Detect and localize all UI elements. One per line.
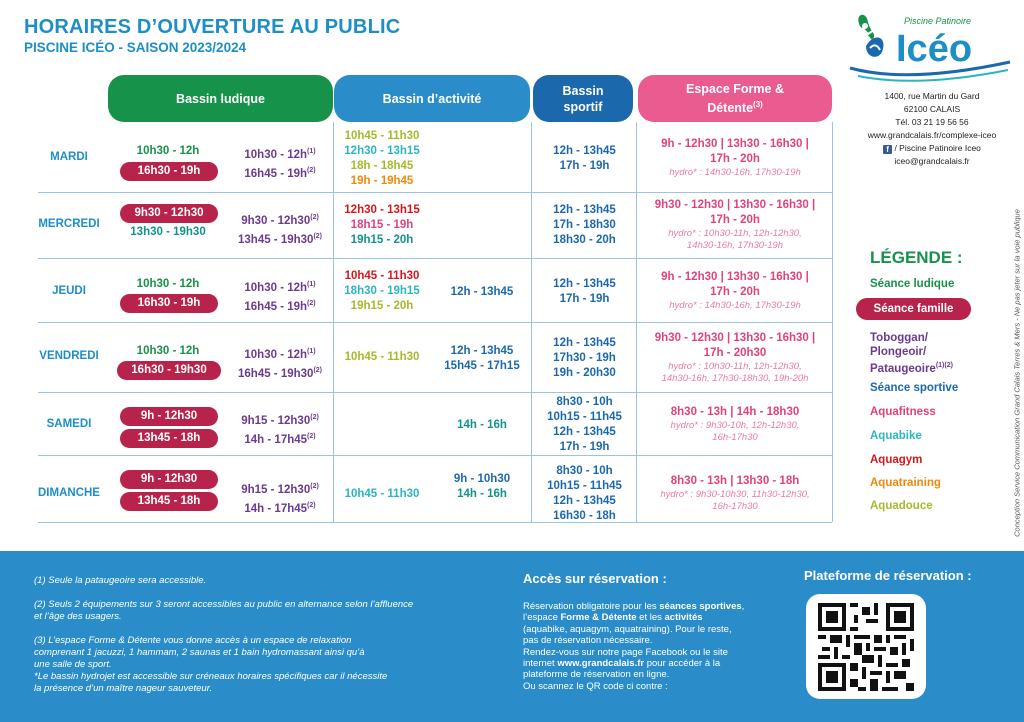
slot-text: 14h - 17h45 [244,433,308,446]
schedule-slot: 10h30 - 12h [136,278,200,290]
access-line: , [741,601,745,612]
footnote-text: comprenant 1 jacuzzi, 1 hammam, 2 saunas et 1 bain hydromassant ainsi qu’à [34,647,365,658]
access-line: pour accéder à la [644,658,721,670]
legend-aquagym: Aquagym [870,454,923,466]
access-line: (aquabike, aquagym, aquatraining). Pour le reste, [523,623,732,635]
column-header-label: Bassin d’activité [382,91,482,106]
footnote-marker: (2) [310,483,319,490]
row-divider [38,192,832,193]
email-link[interactable]: iceo@grandcalais.fr [894,156,970,166]
access-text [523,601,785,692]
footnote-marker: (1) [307,348,316,355]
aquafitness-slot: 18h15 - 19h [350,219,414,231]
hydro-note: hydro* : 9h30-10h, 12h-12h30, [670,420,800,431]
famille-slot-pill: 13h45 - 18h [120,492,218,511]
activite-slots [334,129,430,189]
footnote-text: la présence d’un maître nageur sauveteur. [34,683,213,694]
hydro-note: hydro* : 10h30-11h, 12h-12h30, [668,228,802,239]
row-divider [38,522,832,523]
slot-text: 10h15 - 11h45 [547,480,622,492]
legend-aquadouce: Aquadouce [870,500,933,512]
footnote-marker: (2) [310,214,319,221]
day-label-mardi: MARDI [50,151,88,163]
slot-text: 16h30 - 18h [553,510,616,522]
access-line: pas de réservation nécessaire. [523,635,653,647]
contact-block [852,90,1012,168]
sportif-slots [533,395,636,455]
facebook-row[interactable] [852,142,1012,155]
slot-text: 12h - 13h45 [553,204,616,216]
slot-text: 14h - 16h [457,488,507,500]
column-header-label: Bassin ludique [176,91,265,106]
hydro-note: 16h-17h30 [712,501,758,512]
sportif-slots [533,203,636,248]
footnote-text: (3) L’espace Forme & Détente vous donne accès à un espace de relaxation [34,635,352,646]
schedule-slot: 13h30 - 19h30 [130,226,206,238]
footnote-marker: (2) [310,414,319,421]
footnote-marker: (3) [753,99,763,109]
footnote-3 [34,635,484,695]
schedule-slot [225,277,335,315]
slot-text: 17h - 20h [710,214,760,226]
row-divider [38,455,832,456]
slot-text: 16h45 - 19h30 [238,367,314,380]
famille-slot-pill: 16h30 - 19h30 [117,361,221,380]
slot-text: 9h - 12h30 | 13h30 - 16h30 | [661,271,809,283]
day-label-jeudi: JEUDI [52,285,86,297]
column-header-espace-forme [638,75,832,122]
slot-text: 12h - 13h45 [553,337,616,349]
day-label-dimanche: DIMANCHE [38,487,100,499]
access-emphasis: activités [664,612,703,624]
famille-slot-pill: 9h - 12h30 [120,470,218,489]
slot-text: 12h - 13h45 [553,278,616,290]
aquadouce-slot: 19h15 - 20h [350,300,414,312]
slot-text: 17h - 19h [559,441,610,453]
aquabike-slot: 12h30 - 13h15 [344,145,420,157]
hydro-note: hydro* : 9h30-10h30, 11h30-12h30, [660,489,810,500]
day-label-samedi: SAMEDI [46,418,92,430]
aquabike-slot: 18h30 - 19h15 [344,285,420,297]
slot-text: 10h15 - 11h45 [547,411,622,423]
aquagym-slot: 10h45 - 11h30 [344,270,420,282]
ludique-slot: 19h15 - 20h [350,234,414,246]
hydro-note: 16h-17h30 [712,432,758,443]
forme-slots [638,198,832,252]
schedule-slot: 10h30 - 12h [136,145,200,157]
famille-slot-pill: 16h30 - 19h [120,294,218,313]
column-header-label: Espace Forme & [686,81,784,96]
slot-text: 15h45 - 17h15 [444,360,520,372]
column-divider [832,122,833,522]
slot-text: 14h - 17h45 [244,502,308,515]
phone: Tél. 03 21 19 56 56 [895,117,969,127]
legend-toboggan [870,331,953,376]
aquadouce-slot: 10h45 - 11h30 [344,351,420,363]
sportif-slots [533,464,636,524]
hydro-note: hydro* : 10h30-11h, 12h-12h30, [668,361,802,372]
iceo-logo [848,6,1013,86]
access-line: Réservation obligatoire pour les [523,601,660,612]
footnote-marker: (2) [313,232,322,240]
forme-slots [638,137,832,179]
footnote-marker: (2) [307,299,316,307]
slot-text: 18h30 - 20h [553,234,616,246]
hydro-note: hydro* : 14h30-16h, 17h30-19h [669,167,801,178]
footnote-marker: (2) [313,366,322,374]
platform-title: Plateforme de réservation : [804,568,972,583]
side-credit-text: Conception Service Communication Grand Calais Terres & Mers - Ne pas jeter sur la voie publique [1012,208,1022,537]
page-subtitle: PISCINE ICÉO - SAISON 2023/2024 [24,40,247,55]
footnote-marker: (1) [307,281,316,288]
access-line: Rendez-vous sur notre page Facebook ou le site [523,646,728,658]
slot-text: 17h30 - 19h [553,352,616,364]
hydro-note: 14h30-16h, 17h30-19h [686,240,784,251]
aquabike-slot: 10h45 - 11h30 [344,488,420,500]
ludique-slot: 14h - 16h [457,419,507,431]
page-title: HORAIRES D’OUVERTURE AU PUBLIC [24,16,401,38]
slot-text: 12h - 13h45 [450,345,514,357]
slot-text: 19h - 20h30 [553,367,616,379]
slot-text: 17h - 19h [559,160,610,172]
sportif-slots [533,144,636,174]
legend-aquafitness: Aquafitness [870,406,936,418]
aquadouce-slot: 18h - 18h45 [350,160,414,172]
website-link[interactable]: www.grandcalais.fr [557,658,645,670]
aquadouce-slot: 10h45 - 11h30 [344,130,420,142]
slot-text: 10h30 - 12h [244,148,308,161]
famille-slot-pill: 9h30 - 12h30 [120,204,218,223]
sportif-slots [533,277,636,307]
footnote-marker: (2) [307,166,316,174]
column-header-label: Bassin [562,83,604,98]
footnote-marker: (2) [307,432,316,440]
slot-text: 8h30 - 13h | 14h - 18h30 [670,406,800,418]
column-header-bassin-activite [334,75,530,122]
famille-slot-pill: 9h - 12h30 [120,407,218,426]
website-link[interactable]: www.grandcalais.fr/complexe-iceo [867,130,997,140]
slot-text: 17h - 18h30 [553,219,616,231]
legend-ludique: Séance ludique [870,278,955,290]
legend-sportive: Séance sportive [870,382,959,394]
footnote-text: et l’âge des usagers. [34,611,122,622]
slot-text: 17h - 20h30 [703,347,767,359]
address-city: 62100 CALAIS [903,104,961,114]
schedule-slot [225,344,335,382]
activite-slots-right [436,344,528,374]
access-emphasis: séances sportives [659,601,742,612]
legend-famille: Séance famille [856,298,971,320]
qr-code-icon [818,603,914,691]
facebook-label: / Piscine Patinoire Iceo [894,143,981,153]
legend-text: Pataugeoire [870,362,936,375]
schedule-slot: 10h30 - 12h [136,345,200,357]
footnotes [34,575,484,707]
column-header-bassin-sportif [533,75,633,122]
slot-text: 9h30 - 12h30 [241,214,311,227]
column-header-label: sportif [563,99,603,114]
activite-slots [334,203,430,248]
qr-code-card[interactable] [806,594,926,699]
slot-text: 17h - 20h [710,153,760,165]
schedule-slot [225,210,335,248]
footnote-1: (1) Seule la pataugeoire sera accessible. [34,575,207,586]
slot-text: 12h - 13h45 [553,145,616,157]
row-divider [38,322,832,323]
access-line: Ou scannez le QR code ci contre : [523,680,668,692]
day-label-vendredi: VENDREDI [39,350,99,362]
slot-text: 8h30 - 13h | 13h30 - 18h [670,475,800,487]
slot-text: 9h - 12h30 | 13h30 - 16h30 | [661,138,809,150]
legend-text: Toboggan/ [870,332,928,344]
footnote-marker: (1)(2) [935,362,953,369]
column-header-label: Détente [707,101,754,116]
footnote-text: une salle de sport. [34,659,112,670]
sportif-slots [533,336,636,381]
day-label-mercredi: MERCREDI [38,218,100,230]
forme-slots [638,474,832,513]
footnote-marker: (1) [307,148,316,155]
facebook-icon: f [883,145,892,154]
famille-slot-pill: 16h30 - 19h [120,162,218,181]
legend-title: LÉGENDE : [870,248,963,267]
forme-slots [638,331,832,385]
legend-aquatraining: Aquatraining [870,477,941,489]
slot-text: 9h30 - 12h30 | 13h30 - 16h30 | [654,199,816,211]
slot-text: 9h - 10h30 [453,473,511,485]
logo-tagline: Piscine Patinoire [904,16,972,26]
famille-slot-pill: 13h45 - 18h [120,429,218,448]
access-line: plateforme de réservation en ligne. [523,669,670,681]
slot-text: 10h30 - 12h [244,348,308,361]
forme-slots [638,270,832,312]
slot-text: 17h - 19h [559,293,610,305]
slot-text: 17h - 20h [710,286,760,298]
row-divider [38,392,832,393]
legend-text: Plongeoir/ [870,346,927,358]
slot-text: 12h - 13h45 [553,426,616,438]
slot-text: 8h30 - 10h [556,465,613,477]
access-line: l’espace [523,612,561,624]
aquagym-slot: 12h30 - 13h15 [344,204,420,216]
activite-slot-right: 12h - 13h45 [450,286,514,298]
schedule-slot [225,410,335,448]
access-emphasis: Forme & Détente [560,612,637,624]
column-header-bassin-ludique [108,75,333,122]
schedule-slot [225,144,335,182]
slot-text: 13h45 - 19h30 [238,233,314,246]
slot-text: 12h - 13h45 [553,495,616,507]
legend-aquabike: Aquabike [870,430,922,442]
access-line: internet [523,658,558,670]
hydro-note: hydro* : 14h30-16h, 17h30-19h [669,300,801,311]
row-divider [38,258,832,259]
access-line: et les [636,612,665,624]
slot-text: 16h45 - 19h [244,300,308,313]
slot-text: 10h30 - 12h [244,281,308,294]
bottom-info-panel [0,551,1024,722]
slot-text: 9h15 - 12h30 [241,483,311,496]
slot-text: 16h45 - 19h [244,167,308,180]
slot-text: 9h30 - 12h30 | 13h30 - 16h30 | [654,332,816,344]
footnote-text: *Le bassin hydrojet est accessible sur créneaux horaires spécifiques car il nécessite [34,671,388,682]
hydro-note: 14h30-16h, 17h30-18h30, 19h-20h [661,373,809,384]
aquatraining-slot: 19h - 19h45 [350,175,414,187]
forme-slots [638,405,832,444]
activite-slots [334,269,430,314]
slot-text: 9h15 - 12h30 [241,414,311,427]
footnote-marker: (2) [307,501,316,509]
footnote-text: (2) Seuls 2 équipements sur 3 seront accessibles au public en alternance selon l’affluence [34,599,414,610]
schedule-slot [225,479,335,517]
logo-graphic [848,6,1013,86]
address-street: 1400, rue Martin du Gard [884,91,980,101]
slot-text: 8h30 - 10h [556,396,613,408]
logo-name: Icéo [896,28,973,70]
access-title: Accès sur réservation : [523,571,667,586]
activite-slots-right [436,472,528,502]
side-credit [1010,200,1024,545]
footnote-2 [34,599,484,623]
